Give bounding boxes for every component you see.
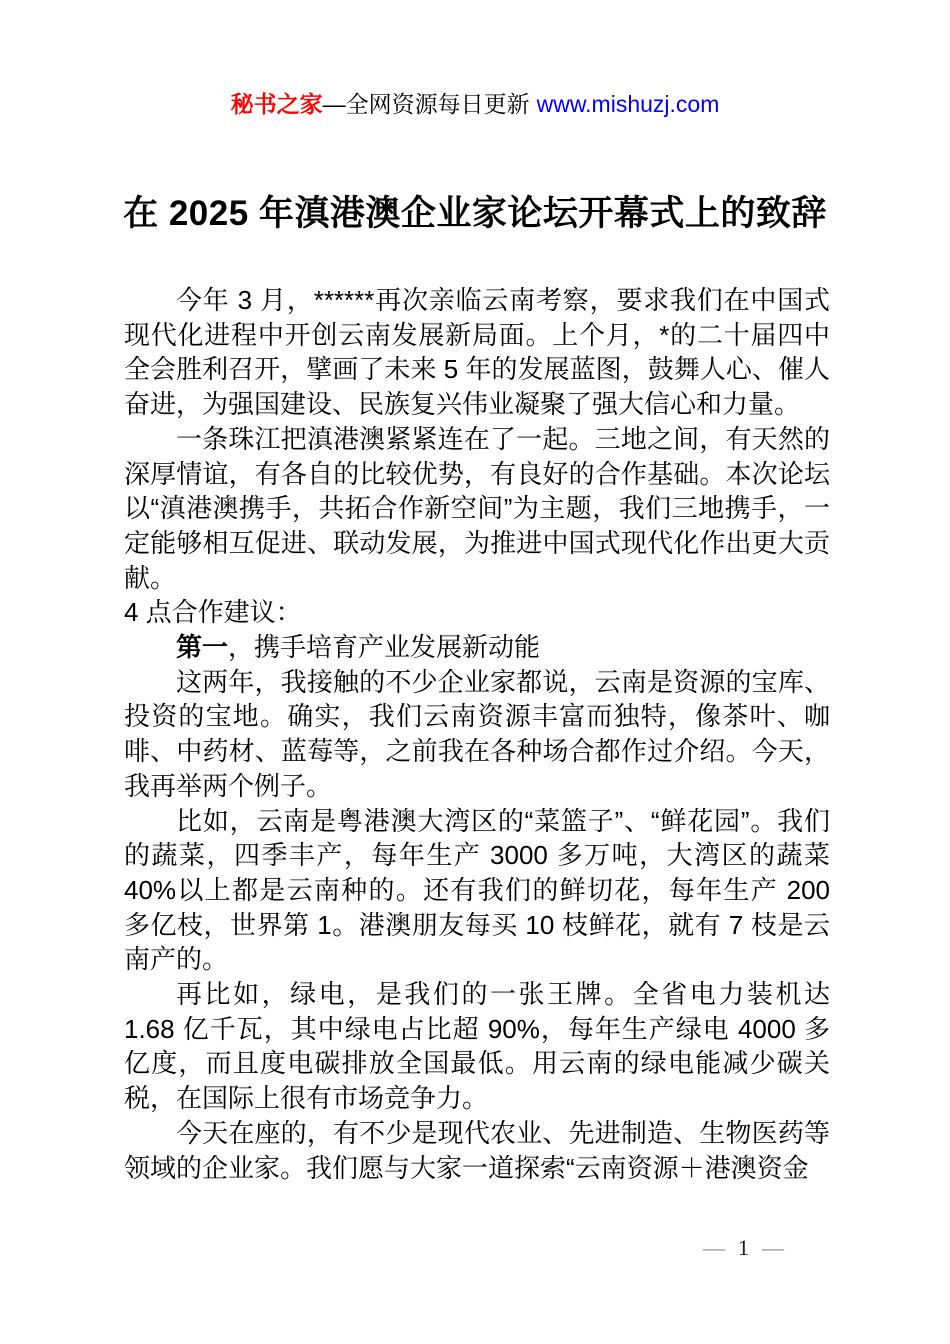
- paragraph-text: 4 点合作建议：: [124, 597, 302, 628]
- page-number: [703, 1234, 784, 1262]
- site-tagline: 全网资源每日更新: [345, 91, 530, 117]
- header-separator: —: [322, 91, 346, 117]
- paragraph-text: 再比如，绿电，是我们的一张王牌。全省电力装机达 1.68 亿千瓦，其中绿电占比超 90%，每年生产绿电 4000 多亿度，而且度电碳排放全国最低。用云南的绿电能减少碳关税，在国际上很有市场竞争力。: [124, 979, 830, 1114]
- site-header: [0, 88, 950, 120]
- document-body: [124, 283, 830, 1185]
- site-brand: 秘书之家: [230, 91, 323, 117]
- paragraph: [124, 665, 830, 804]
- paragraph: [124, 595, 830, 630]
- page-number-dash-left: —: [703, 1235, 725, 1260]
- paragraph: [124, 422, 830, 596]
- document-title: 在 2025 年滇港澳企业家论坛开幕式上的致辞: [123, 194, 827, 233]
- paragraph-text: 今天在座的，有不少是现代农业、先进制造、生物医药等领域的企业家。我们愿与大家一道探索“云南资源＋港澳资金: [124, 1117, 830, 1183]
- paragraph-text: 今年 3 月，******再次亲临云南考察，要求我们在中国式现代化进程中开创云南发展新局面。上个月，*的二十届四中全会胜利召开，擘画了未来 5 年的发展蓝图，鼓舞人心、催人奋进，为强国建设、民族复兴伟业凝聚了强大信心和力量。: [124, 285, 830, 420]
- page-number-dash-right: —: [762, 1235, 784, 1260]
- paragraph: [124, 804, 830, 978]
- paragraph-text: 一条珠江把滇港澳紧紧连在了一起。三地之间，有天然的深厚情谊，有各自的比较优势，有良好的合作基础。本次论坛以“滇港澳携手，共拓合作新空间”为主题，我们三地携手，一定能够相互促进、联动发展，为推进中国式现代化作出更大贡献。: [124, 423, 830, 593]
- page-number-value: 1: [738, 1235, 749, 1260]
- paragraph-text: 比如，云南是粤港澳大湾区的“菜篮子”、“鲜花园”。我们的蔬菜，四季丰产，每年生产 3000 多万吨，大湾区的蔬菜 40%以上都是云南种的。还有我们的鲜切花，每年生产 200 多亿枝，世界第 1。港澳朋友每买 10 枝鲜花，就有 7 枝是云南产的。: [124, 805, 830, 975]
- paragraph-lead-bold: 第一: [176, 632, 229, 663]
- site-url-link[interactable]: www.mishuzj.com: [536, 91, 720, 117]
- paragraph: [124, 977, 830, 1116]
- paragraph: [124, 1116, 830, 1185]
- paragraph: [124, 283, 830, 422]
- paragraph-text: 这两年，我接触的不少企业家都说，云南是资源的宝库、投资的宝地。确实，我们云南资源丰富而独特，像茶叶、咖啡、中药材、蓝莓等，之前我在各种场合都作过介绍。今天，我再举两个例子。: [124, 666, 830, 801]
- paragraph-text: ，携手培育产业发展新动能: [228, 632, 541, 663]
- paragraph: [124, 630, 830, 665]
